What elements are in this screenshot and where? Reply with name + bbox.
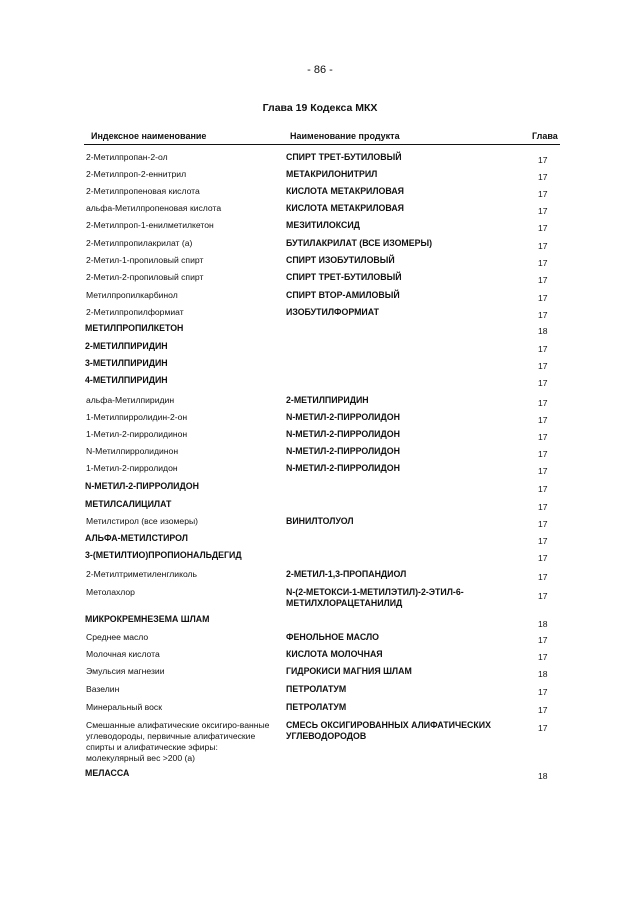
index-name-cell: МЕТИЛПРОПИЛКЕТОН — [85, 323, 184, 333]
index-name-cell: Минеральный воск — [86, 702, 162, 712]
chapter-cell: 17 — [538, 275, 548, 285]
index-name-cell: Молочная кислота — [86, 649, 160, 659]
index-name-cell: 1-Метилпирролидин-2-он — [86, 412, 188, 422]
chapter-cell: 17 — [538, 432, 548, 442]
index-name-cell: 3-МЕТИЛПИРИДИН — [85, 358, 168, 368]
chapter-cell: 17 — [538, 172, 548, 182]
index-name-cell: 2-Метилтриметиленгликоль — [86, 569, 198, 579]
chapter-cell: 17 — [538, 687, 548, 697]
product-name-cell: КИСЛОТА МЕТАКРИЛОВАЯ — [286, 186, 404, 196]
chapter-cell: 17 — [538, 723, 548, 733]
chapter-cell: 17 — [538, 223, 548, 233]
chapter-cell: 18 — [538, 619, 548, 629]
column-header-product-name: Наименование продукта — [290, 131, 400, 141]
product-name-cell: ГИДРОКИСИ МАГНИЯ ШЛАМ — [286, 666, 412, 676]
product-name-cell: 2-МЕТИЛПИРИДИН — [286, 395, 369, 405]
page-number: - 86 - — [307, 64, 333, 76]
index-name-cell: Метилпропилкарбинол — [86, 290, 178, 300]
index-name-cell: Среднее масло — [86, 632, 149, 642]
index-name-cell: N-МЕТИЛ-2-ПИРРОЛИДОН — [85, 481, 199, 491]
index-name-cell: 2-Метилпропан-2-ол — [86, 152, 168, 162]
chapter-cell: 17 — [538, 206, 548, 216]
chapter-cell: 17 — [538, 635, 548, 645]
index-name-cell: 1-Метил-2-пирролидинон — [86, 429, 188, 439]
index-name-cell: Эмульсия магнезии — [86, 666, 165, 676]
product-name-cell: N-(2-МЕТОКСИ-1-МЕТИЛЭТИЛ)-2-ЭТИЛ-6-МЕТИЛХЛОРАЦЕТАНИЛИД — [286, 587, 464, 608]
column-header-chapter: Глава — [532, 131, 558, 141]
product-name-cell: МЕТАКРИЛОНИТРИЛ — [286, 169, 378, 179]
index-name-cell: 2-Метилпроп-1-енилметилкетон — [86, 220, 214, 230]
chapter-cell: 17 — [538, 258, 548, 268]
index-name-cell: МЕЛАССА — [85, 768, 130, 778]
index-name-cell: 2-Метил-2-пропиловый спирт — [86, 272, 204, 282]
index-name-cell: 2-Метилпропеновая кислота — [86, 186, 200, 196]
product-name-cell: СМЕСЬ ОКСИГИРОВАННЫХ АЛИФАТИЧЕСКИХ УГЛЕВОДОРОДОВ — [286, 720, 491, 741]
index-name-cell: 2-Метилпропилформиат — [86, 307, 184, 317]
chapter-cell: 18 — [538, 771, 548, 781]
index-name-cell: 3-(МЕТИЛТИО)ПРОПИОНАЛЬДЕГИД — [85, 550, 242, 560]
chapter-cell: 17 — [538, 502, 548, 512]
index-name-cell: альфа-Метилпиридин — [86, 395, 175, 405]
chapter-cell: 17 — [538, 484, 548, 494]
product-name-cell: N-МЕТИЛ-2-ПИРРОЛИДОН — [286, 429, 400, 439]
page-title: Глава 19 Кодекса МКХ — [262, 102, 378, 114]
index-name-cell: Смешанные алифатические оксигиро-ванные углеводороды, первичные алифатические спирты и алифатические эфиры: молекулярный вес >200 (а) — [86, 720, 270, 763]
index-name-cell: 4-МЕТИЛПИРИДИН — [85, 375, 168, 385]
chapter-cell: 18 — [538, 326, 548, 336]
product-name-cell: СПИРТ ТРЕТ-БУТИЛОВЫЙ — [286, 152, 402, 162]
product-name-cell: N-МЕТИЛ-2-ПИРРОЛИДОН — [286, 412, 400, 422]
chapter-cell: 17 — [538, 378, 548, 388]
chapter-cell: 17 — [538, 519, 548, 529]
index-name-cell: Вазелин — [86, 684, 120, 694]
chapter-cell: 17 — [538, 449, 548, 459]
chapter-cell: 17 — [538, 591, 548, 601]
product-name-cell: СПИРТ ИЗОБУТИЛОВЫЙ — [286, 255, 395, 265]
product-name-cell: МЕЗИТИЛОКСИД — [286, 220, 360, 230]
chapter-cell: 17 — [538, 705, 548, 715]
index-name-cell: 1-Метил-2-пирролидон — [86, 463, 178, 473]
chapter-cell: 18 — [538, 669, 548, 679]
product-name-cell: 2-МЕТИЛ-1,3-ПРОПАНДИОЛ — [286, 569, 407, 579]
product-name-cell: КИСЛОТА МЕТАКРИЛОВАЯ — [286, 203, 404, 213]
chapter-cell: 17 — [538, 466, 548, 476]
index-name-cell: 2-МЕТИЛПИРИДИН — [85, 341, 168, 351]
product-name-cell: ФЕНОЛЬНОЕ МАСЛО — [286, 632, 379, 642]
product-name-cell: ВИНИЛТОЛУОЛ — [286, 516, 354, 526]
chapter-cell: 17 — [538, 241, 548, 251]
chapter-cell: 17 — [538, 344, 548, 354]
chapter-cell: 17 — [538, 572, 548, 582]
chapter-cell: 17 — [538, 155, 548, 165]
chapter-cell: 17 — [538, 652, 548, 662]
product-name-cell: СПИРТ ВТОР-АМИЛОВЫЙ — [286, 290, 400, 300]
chapter-cell: 17 — [538, 553, 548, 563]
index-name-cell: АЛЬФА-МЕТИЛСТИРОЛ — [85, 533, 188, 543]
index-name-cell: МЕТИЛСАЛИЦИЛАТ — [85, 499, 172, 509]
product-name-cell: N-МЕТИЛ-2-ПИРРОЛИДОН — [286, 446, 400, 456]
product-name-cell: ИЗОБУТИЛФОРМИАТ — [286, 307, 380, 317]
product-name-cell: КИСЛОТА МОЛОЧНАЯ — [286, 649, 383, 659]
index-name-cell: N-Метилпирролидинон — [86, 446, 179, 456]
index-name-cell: Метолахлор — [86, 587, 135, 597]
index-name-cell: 2-Метилпропилакрилат (а) — [86, 238, 193, 248]
chapter-cell: 17 — [538, 536, 548, 546]
chapter-cell: 17 — [538, 189, 548, 199]
column-header-index-name: Индексное наименование — [91, 131, 207, 141]
chapter-cell: 17 — [538, 293, 548, 303]
index-name-cell: МИКРОКРЕМНЕЗЕМА ШЛАМ — [85, 614, 210, 624]
chapter-cell: 17 — [538, 310, 548, 320]
product-name-cell: ПЕТРОЛАТУМ — [286, 684, 347, 694]
chapter-cell: 17 — [538, 361, 548, 371]
index-name-cell: альфа-Метилпропеновая кислота — [86, 203, 222, 213]
product-name-cell: БУТИЛАКРИЛАТ (ВСЕ ИЗОМЕРЫ) — [286, 238, 433, 248]
chapter-cell: 17 — [538, 398, 548, 408]
product-name-cell: СПИРТ ТРЕТ-БУТИЛОВЫЙ — [286, 272, 402, 282]
chapter-cell: 17 — [538, 415, 548, 425]
product-name-cell: N-МЕТИЛ-2-ПИРРОЛИДОН — [286, 463, 400, 473]
index-name-cell: 2-Метил-1-пропиловый спирт — [86, 255, 204, 265]
index-name-cell: 2-Метилпроп-2-еннитрил — [86, 169, 187, 179]
product-name-cell: ПЕТРОЛАТУМ — [286, 702, 347, 712]
index-name-cell: Метилстирол (все изомеры) — [86, 516, 199, 526]
